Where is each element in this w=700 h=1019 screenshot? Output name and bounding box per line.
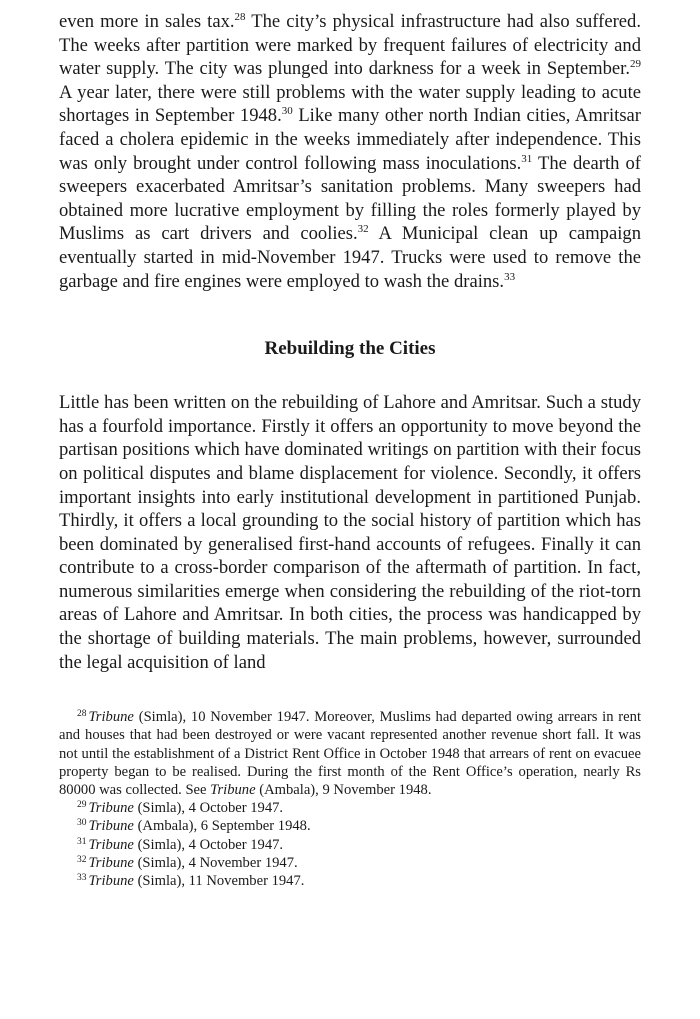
footnote-ref-30[interactable]: 30 <box>281 105 293 118</box>
footnote-source: Tribune <box>88 836 134 853</box>
footnote-number: 31 <box>77 836 87 847</box>
footnote-number: 30 <box>77 818 87 829</box>
footnote-30 <box>59 817 641 835</box>
footnote-text: (Simla), 4 October 1947. <box>133 836 284 853</box>
footnote-text: (Ambala), 9 November 1948. <box>255 782 432 799</box>
body-paragraph-continued <box>59 10 641 293</box>
footnote-number: 33 <box>77 873 87 884</box>
footnote-ref-31[interactable]: 31 <box>521 152 533 165</box>
text-segment: A Municipal clean up campaign eventually started in mid-November 1947. Trucks were used to remove the garbage and fire engines were employed to wash the drains. <box>59 223 641 292</box>
footnote-text: (Simla), 4 October 1947. <box>133 800 284 817</box>
footnote-source: Tribune <box>88 800 134 817</box>
text-segment: The dearth of sweepers exacerbated Amritsar’s sanitation problems. Many sweepers had obtained more lucrative employment by filling the roles formerly played by Muslims as cart drivers and coolies. <box>59 152 642 245</box>
footnotes <box>59 708 641 890</box>
text-segment: A year later, there were still problems with the water supply leading to acute shortages in September 1948. <box>59 81 641 127</box>
footnote-33 <box>59 872 641 890</box>
footnote-source: Tribune <box>88 818 134 835</box>
text-segment: Like many other north Indian cities, Amritsar faced a cholera epidemic in the weeks immediately after independence. This was only brought under control following mass inoculations. <box>59 105 642 174</box>
footnote-source: Tribune <box>88 854 134 871</box>
footnote-ref-29[interactable]: 29 <box>630 58 641 71</box>
footnote-32 <box>59 854 641 872</box>
footnote-text: (Simla), 4 November 1947. <box>133 854 298 871</box>
footnote-text: (Ambala), 6 September 1948. <box>133 818 311 835</box>
footnote-28 <box>59 708 641 799</box>
book-page <box>59 0 641 890</box>
footnote-ref-32[interactable]: 32 <box>357 223 369 236</box>
footnote-29 <box>59 799 641 817</box>
footnote-text: (Simla), 10 November 1947. Moreover, Muslims had departed owing arrears in rent and houses that had been destroyed or were vacant represented another revenue short fall. It was not until the establishment of a District Rent Office in October 1948 that arrears of rent on evacuee property began to be realised. During the first month of the Rent Office’s operation, nearly Rs 80000 was collected. See <box>59 709 641 799</box>
footnote-number: 29 <box>77 800 87 811</box>
section-heading: Rebuilding the Cities <box>264 338 436 360</box>
footnote-source: Tribune <box>88 709 134 726</box>
text-segment: The city’s physical infrastructure had also suffered. The weeks after partition were marked by frequent failures of electricity and water supply. The city was plunged into darkness for a week in September. <box>59 11 641 80</box>
footnote-ref-28[interactable]: 28 <box>234 11 246 23</box>
body-paragraph: Little has been written on the rebuilding of Lahore and Amritsar. Such a study has a fourfold importance. Firstly it offers an opportunity to move beyond the partisan positions which have dominated writings on partition with their focus on political disputes and blame displacement for violence. Secondly, it offers important insights into early institutional development in partitioned Punjab. Thirdly, it offers a local grounding to the social history of partition which has been dominated by generalised first-hand accounts of refugees. Finally it can contribute to a cross-border comparison of the aftermath of partition. In fact, numerous similarities emerge when considering the rebuilding of the riot-torn areas of Lahore and Amritsar. In both cities, the process was handicapped by the shortage of building materials. The main problems, however, surrounded the legal acquisition of land <box>59 392 641 673</box>
footnote-number: 32 <box>77 854 87 865</box>
footnote-number: 28 <box>77 709 87 720</box>
footnote-source: Tribune <box>88 873 134 890</box>
text-segment: even more in sales tax. <box>59 11 235 32</box>
footnote-31 <box>59 836 641 854</box>
footnote-source: Tribune <box>210 782 256 799</box>
footnote-text: (Simla), 11 November 1947. <box>133 873 305 890</box>
footnote-ref-33[interactable]: 33 <box>504 270 516 283</box>
